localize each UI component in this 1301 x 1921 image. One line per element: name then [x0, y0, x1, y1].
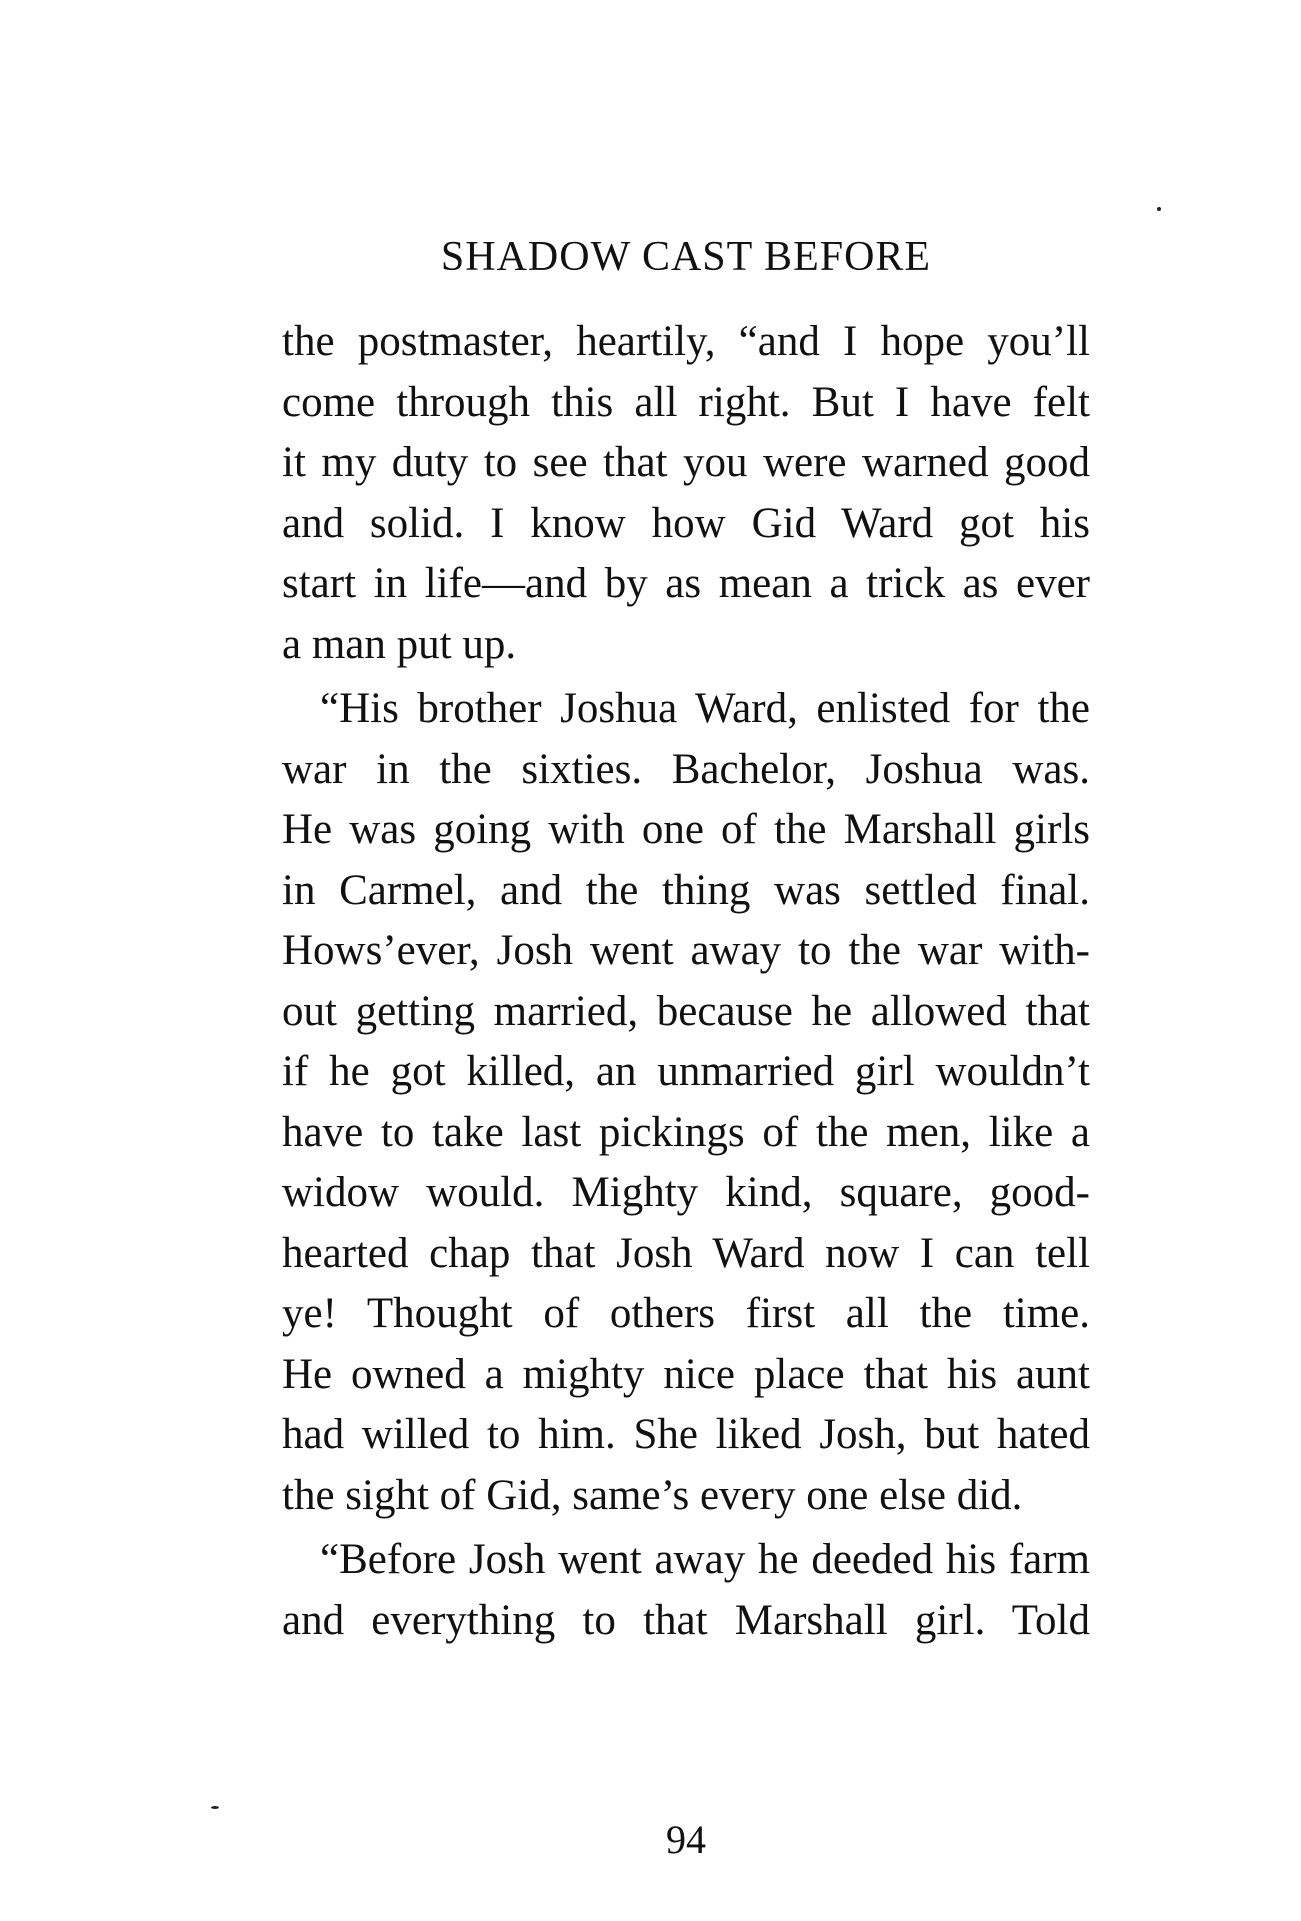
text-line: “Before Josh went away he deeded his farm	[320, 1536, 1090, 1583]
text-line: the postmaster, heartily, “and I hope you’ll	[282, 318, 1090, 365]
paragraph	[282, 679, 1090, 1526]
text-line: He owned a mighty nice place that his aunt	[282, 1350, 1090, 1398]
text-line: and solid. I know how Gid Ward got his	[282, 499, 1090, 547]
text-line: and everything to that Marshall girl. Told	[282, 1596, 1090, 1644]
running-head: SHADOW CAST BEFORE	[440, 234, 932, 280]
text-line: have to take last pickings of the men, like a	[282, 1108, 1090, 1156]
text-line: the sight of Gid, same’s every one else did.	[282, 1471, 1023, 1519]
text-line: a man put up.	[282, 620, 517, 668]
print-speck	[1157, 207, 1161, 211]
text-line: if he got killed, an unmarried girl wouldn’t	[282, 1048, 1090, 1095]
body-text	[282, 312, 1090, 1651]
text-line: hearted chap that Josh Ward now I can tell	[282, 1229, 1090, 1277]
text-line: had willed to him. She liked Josh, but hated	[282, 1411, 1090, 1458]
text-line: war in the sixties. Bachelor, Joshua was.	[282, 745, 1090, 793]
text-line: in Carmel, and the thing was settled final.	[282, 866, 1090, 914]
page-number: 94	[666, 1817, 706, 1862]
paragraph	[282, 312, 1090, 675]
text-line: “His brother Joshua Ward, enlisted for the	[320, 685, 1090, 732]
text-line: come through this all right. But I have felt	[282, 378, 1090, 426]
text-line: ye! Thought of others first all the time.	[282, 1290, 1090, 1337]
text-line: start in life—and by as mean a trick as ever	[282, 560, 1090, 607]
text-line: widow would. Mighty kind, square, good-	[282, 1169, 1090, 1216]
text-line: Hows’ever, Josh went away to the war with-	[282, 927, 1090, 974]
text-line: He was going with one of the Marshall girls	[282, 806, 1090, 853]
text-line: out getting married, because he allowed that	[282, 987, 1090, 1035]
paragraph	[282, 1530, 1090, 1651]
text-line: it my duty to see that you were warned good	[282, 439, 1090, 486]
print-speck	[211, 1806, 219, 1809]
